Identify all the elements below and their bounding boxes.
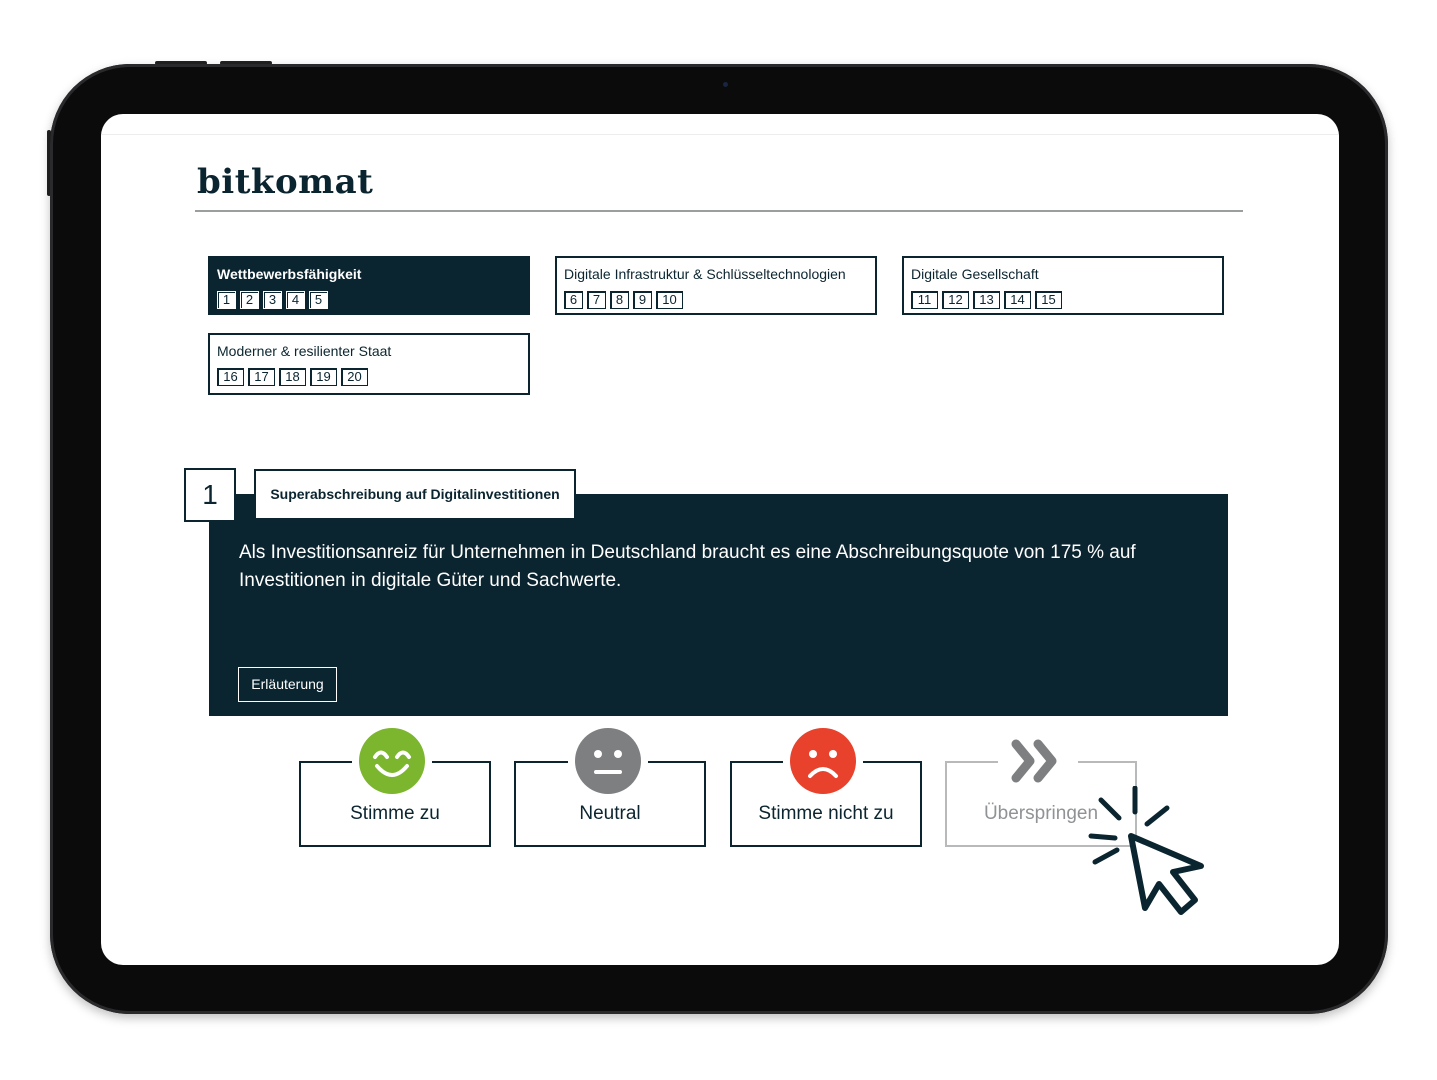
- explanation-button[interactable]: Erläuterung: [238, 667, 337, 702]
- question-number-list: [217, 368, 528, 386]
- question-number-button[interactable]: 1: [217, 291, 236, 309]
- category-title: Digitale Infrastruktur & Schlüsseltechnologien: [564, 266, 846, 282]
- question-number-button[interactable]: 5: [309, 291, 328, 309]
- question-text: Als Investitionsanreiz für Unternehmen in Deutschland braucht es eine Abschreibungsquote von 175 % auf Investitionen in digitale Güter und Sachwerte.: [239, 542, 1136, 591]
- neutral-label: Neutral: [579, 803, 641, 824]
- title-divider: [195, 210, 1243, 212]
- question-title: Superabschreibung auf Digitalinvestitionen: [254, 469, 576, 520]
- smiley-neutral-icon: [568, 726, 648, 796]
- skip-label: Überspringen: [983, 803, 1099, 824]
- category-moderner-staat[interactable]: [208, 333, 530, 395]
- question-number-button[interactable]: 17: [248, 368, 275, 386]
- question-number-button[interactable]: 4: [286, 291, 305, 309]
- category-digitale-gesellschaft[interactable]: [902, 256, 1224, 315]
- disagree-label: Stimme nicht zu: [758, 803, 894, 824]
- question-number-button[interactable]: 7: [587, 291, 606, 309]
- question-number-badge: 1: [184, 468, 236, 522]
- question-number-button[interactable]: 8: [610, 291, 629, 309]
- question-number-button[interactable]: 18: [279, 368, 306, 386]
- category-title: Wettbewerbsfähigkeit: [217, 266, 362, 282]
- question-number-list: [217, 291, 528, 309]
- question-panel: [209, 494, 1228, 716]
- question-number-list: [564, 291, 875, 309]
- double-chevron-right-icon: [998, 726, 1078, 796]
- tablet-screen: [101, 114, 1339, 965]
- question-number-button[interactable]: 15: [1035, 291, 1062, 309]
- question-number-button[interactable]: 3: [263, 291, 282, 309]
- category-digitale-infrastruktur[interactable]: [555, 256, 877, 315]
- app-title: bitkomat: [197, 162, 374, 202]
- question-number-button[interactable]: 12: [942, 291, 969, 309]
- question-number-button[interactable]: 9: [633, 291, 652, 309]
- question-number-button[interactable]: 11: [911, 291, 938, 309]
- question-number-button[interactable]: 20: [341, 368, 368, 386]
- status-divider: [101, 134, 1339, 135]
- smiley-sad-icon: [783, 726, 863, 796]
- category-title: Moderner & resilienter Staat: [217, 343, 392, 359]
- question-number-button[interactable]: 2: [240, 291, 259, 309]
- smiley-happy-icon: [352, 726, 432, 796]
- question-number-button[interactable]: 6: [564, 291, 583, 309]
- click-cursor-icon: [1083, 786, 1213, 931]
- question-number-button[interactable]: 19: [310, 368, 337, 386]
- category-wettbewerbsfaehigkeit[interactable]: [208, 256, 530, 315]
- question-number-button[interactable]: 16: [217, 368, 244, 386]
- camera-icon: [723, 82, 728, 87]
- question-number-button[interactable]: 14: [1004, 291, 1031, 309]
- question-number-button[interactable]: 10: [656, 291, 683, 309]
- question-number-list: [911, 291, 1222, 309]
- category-title: Digitale Gesellschaft: [911, 266, 1039, 282]
- agree-label: Stimme zu: [350, 803, 440, 824]
- question-number-button[interactable]: 13: [973, 291, 1000, 309]
